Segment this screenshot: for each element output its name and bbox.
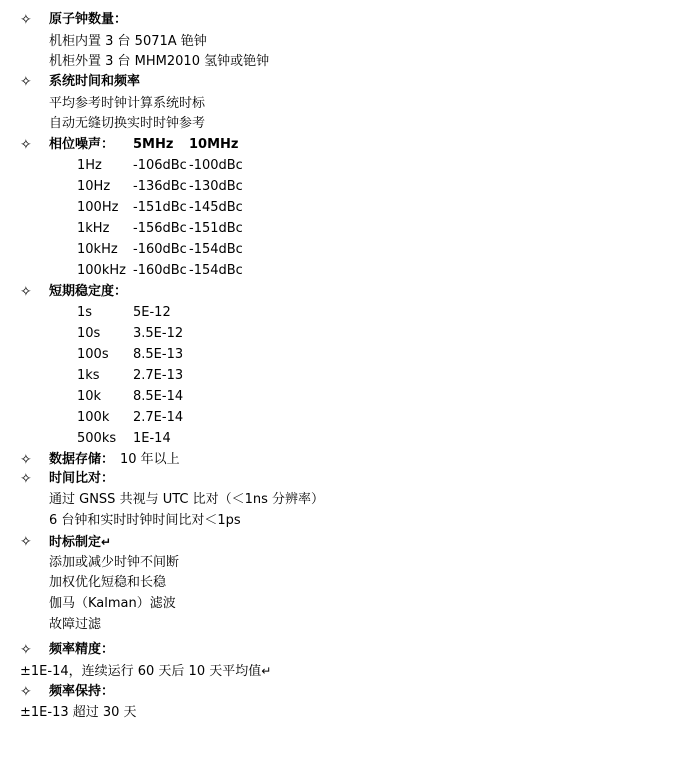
bullet-icon: ✧: [20, 12, 32, 28]
timescale-line-3: 伽马（Kalman）滤波: [49, 596, 176, 611]
phase-row-5mhz: -160dBc: [133, 242, 187, 257]
stability-row-value: 2.7E-13: [133, 368, 184, 383]
phase-row-5mhz: -160dBc: [133, 263, 187, 278]
timescale-line-2: 加权优化短稳和长稳: [49, 575, 167, 590]
phase-col-5mhz: 5MHz: [133, 137, 174, 152]
bullet-icon: ✧: [20, 137, 32, 153]
system-line-2: 自动无缝切换实时时钟参考: [49, 116, 206, 131]
stability-row-tau: 100s: [77, 347, 109, 362]
stability-row-value: 5E-12: [133, 305, 171, 320]
stability-row-tau: 500ks: [77, 431, 117, 446]
heading-system-time: 系统时间和频率: [49, 74, 141, 89]
heading-time-compare: 时间比对：: [49, 471, 115, 486]
phase-col-10mhz: 10MHz: [189, 137, 239, 152]
phase-row-5mhz: -151dBc: [133, 200, 187, 215]
heading-stability: 短期稳定度：: [49, 284, 128, 299]
phase-row-10mhz: -154dBc: [189, 242, 243, 257]
stability-row-tau: 10k: [77, 389, 102, 404]
timescale-line-1: 添加或减少时钟不间断: [49, 555, 180, 570]
bullet-icon: ✧: [20, 684, 32, 700]
phase-row-freq: 100Hz: [77, 200, 119, 215]
stability-row-value: 8.5E-14: [133, 389, 184, 404]
stability-row-tau: 10s: [77, 326, 101, 341]
timescale-line-4: 故障过滤: [49, 617, 102, 632]
bullet-icon: ✧: [20, 74, 32, 90]
phase-row-5mhz: -106dBc: [133, 158, 187, 173]
phase-row-10mhz: -145dBc: [189, 200, 243, 215]
stability-row-tau: 1ks: [77, 368, 100, 383]
heading-storage: 数据存储：: [49, 452, 115, 467]
bullet-icon: ✧: [20, 284, 32, 300]
stability-row-value: 2.7E-14: [133, 410, 184, 425]
stability-row-tau: 100k: [77, 410, 110, 425]
phase-row-freq: 1kHz: [77, 221, 110, 236]
phase-row-10mhz: -100dBc: [189, 158, 243, 173]
phase-row-10mhz: -151dBc: [189, 221, 243, 236]
stability-row-value: 8.5E-13: [133, 347, 184, 362]
phase-row-5mhz: -136dBc: [133, 179, 187, 194]
stability-row-value: 1E-14: [133, 431, 171, 446]
bullet-icon: ✧: [20, 534, 32, 550]
atomic-line-1: 机柜内置 3 台 5071A 铯钟: [49, 34, 207, 49]
phase-row-10mhz: -154dBc: [189, 263, 243, 278]
phase-row-5mhz: -156dBc: [133, 221, 187, 236]
storage-value: 10 年以上: [120, 452, 180, 467]
stability-row-tau: 1s: [77, 305, 93, 320]
heading-accuracy: 频率精度：: [49, 642, 115, 657]
compare-line-2: 6 台钟和实时时钟时间比对＜1ps: [49, 513, 241, 528]
atomic-line-2: 机柜外置 3 台 MHM2010 氢钟或铯钟: [49, 54, 270, 69]
phase-row-freq: 100kHz: [77, 263, 126, 278]
accuracy-value: ±1E-14，连续运行 60 天后 10 天平均值↵: [20, 664, 272, 679]
return-mark-icon: ↵: [261, 664, 272, 678]
heading-phase-noise: 相位噪声：: [49, 137, 115, 152]
compare-line-1: 通过 GNSS 共视与 UTC 比对（＜1ns 分辨率）: [49, 492, 325, 507]
heading-timescale: 时标制定↵: [49, 535, 112, 550]
bullet-icon: ✧: [20, 452, 32, 468]
heading-atomic-clocks: 原子钟数量：: [49, 12, 128, 27]
phase-row-10mhz: -130dBc: [189, 179, 243, 194]
phase-row-freq: 10Hz: [77, 179, 111, 194]
bullet-icon: ✧: [20, 642, 32, 658]
heading-holdover: 频率保持：: [49, 684, 115, 699]
return-mark-icon: ↵: [101, 535, 112, 549]
stability-row-value: 3.5E-12: [133, 326, 184, 341]
phase-row-freq: 1Hz: [77, 158, 102, 173]
system-line-1: 平均参考时钟计算系统时标: [49, 96, 206, 111]
bullet-icon: ✧: [20, 471, 32, 487]
holdover-value: ±1E-13 超过 30 天: [20, 705, 137, 720]
phase-row-freq: 10kHz: [77, 242, 118, 257]
